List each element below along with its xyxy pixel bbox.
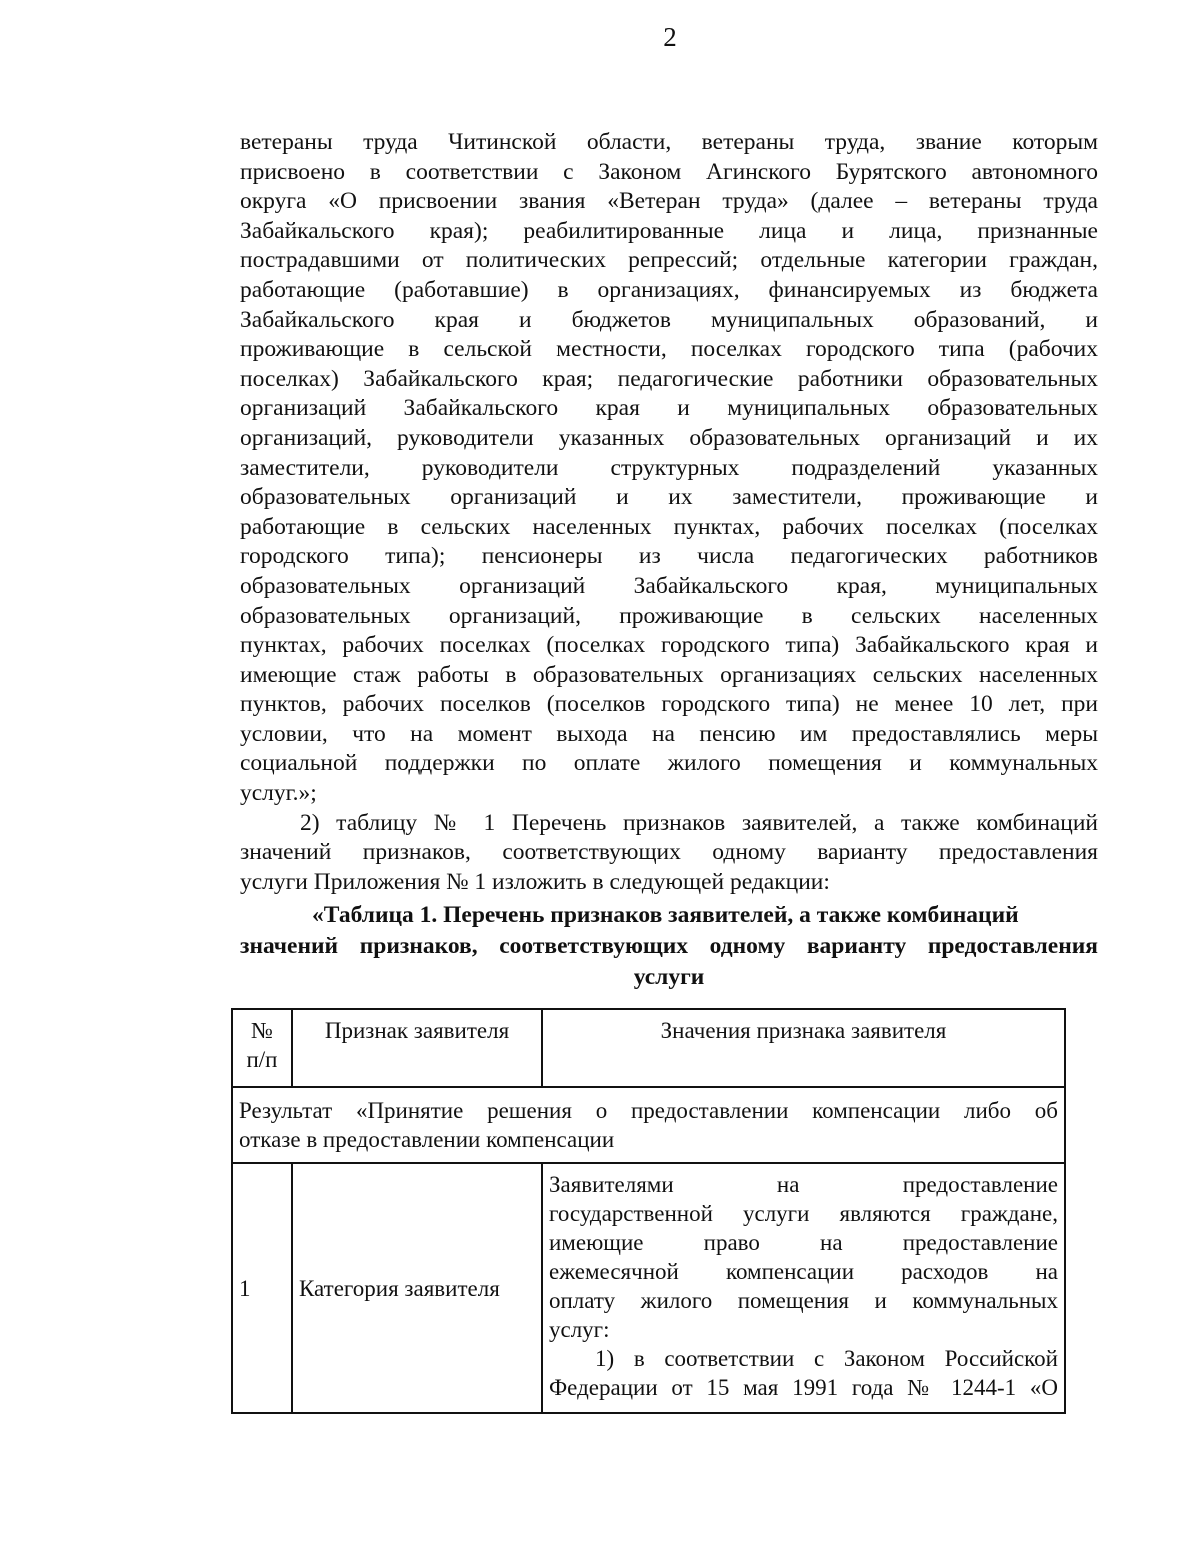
- result-line: отказе в предоставлении компенсации: [239, 1127, 615, 1152]
- value-line: услуг:: [549, 1317, 610, 1342]
- body-line: образовательных организаций, проживающие в сельских населенных: [240, 602, 1098, 629]
- table-title-line: «Таблица 1. Перечень признаков заявителей, а также комбинаций: [312, 902, 1019, 928]
- result-row: [232, 1087, 1065, 1163]
- body-line: имеющие стаж работы в образовательных организациях сельских населенных: [240, 661, 1098, 688]
- body-line: заместители, руководители структурных подразделений указанных: [240, 454, 1098, 481]
- table-title-line: значений признаков, соответствующих одному варианту предоставления: [240, 933, 1098, 959]
- body-line: условии, что на момент выхода на пенсию им предоставлялись меры: [240, 720, 1098, 747]
- table-row: [232, 1163, 1065, 1413]
- header-values: Значения признака заявителя: [542, 1009, 1065, 1087]
- body-line: ветераны труда Читинской области, ветераны труда, звание которым: [240, 129, 1098, 155]
- table-title: [240, 900, 1098, 993]
- body-line: работающие (работавшие) в организациях, финансируемых из бюджета: [240, 276, 1098, 303]
- body-line: социальной поддержки по оплате жилого помещения и коммунальных: [240, 750, 1098, 777]
- value-line: оплату жилого помещения и коммунальных: [549, 1288, 1058, 1313]
- value-line: ежемесячной компенсации расходов на: [549, 1259, 1058, 1284]
- body-line: пострадавшими от политических репрессий; отдельные категории граждан,: [240, 247, 1098, 274]
- body-line: услуги Приложения № 1 изложить в следующей редакции:: [240, 868, 830, 895]
- body-line: 2) таблицу № 1 Перечень признаков заявителей, а также комбинаций: [300, 809, 1098, 836]
- body-line: услуг.»;: [240, 780, 317, 807]
- body-line: образовательных организаций Забайкальского края, муниципальных: [240, 572, 1098, 599]
- value-line: 1) в соответствии с Законом Российской: [595, 1346, 1058, 1371]
- criteria-table: [231, 1008, 1066, 1414]
- body-line: значений признаков, соответствующих одному варианту предоставления: [240, 839, 1098, 866]
- row-feature: Категория заявителя: [292, 1163, 542, 1413]
- body-line: работающие в сельских населенных пунктах, рабочих поселках (поселках: [240, 513, 1098, 540]
- value-line: государственной услуги являются граждане,: [549, 1201, 1058, 1226]
- body-line: городского типа); пенсионеры из числа педагогических работников: [240, 543, 1098, 570]
- page-number: 2: [663, 22, 677, 52]
- body-line: проживающие в сельской местности, поселках городского типа (рабочих: [240, 336, 1098, 363]
- body-line: организаций Забайкальского края и муниципальных образовательных: [240, 395, 1098, 422]
- row-values: [542, 1163, 1065, 1413]
- result-line: Результат «Принятие решения о предоставлении компенсации либо об: [239, 1098, 1058, 1123]
- row-num: 1: [232, 1163, 292, 1413]
- body-line: образовательных организаций и их заместители, проживающие и: [240, 484, 1098, 511]
- body-line: Забайкальского края и бюджетов муниципальных образований, и: [240, 306, 1098, 333]
- value-line: Федерации от 15 мая 1991 года № 1244-1 «О: [549, 1375, 1058, 1400]
- body-line: поселках) Забайкальского края; педагогические работники образовательных: [240, 365, 1098, 392]
- body-text: [240, 128, 1098, 897]
- body-line: присвоено в соответствии с Законом Агинского Бурятского автономного: [240, 158, 1098, 185]
- body-line: организаций, руководители указанных образовательных организаций и их: [240, 424, 1098, 451]
- body-line: округа «О присвоении звания «Ветеран труда» (далее – ветераны труда: [240, 188, 1098, 215]
- body-line: Забайкальского края); реабилитированные лица и лица, признанные: [240, 217, 1098, 244]
- body-line: пунктах, рабочих поселках (поселках городского типа) Забайкальского края и: [240, 632, 1098, 659]
- table-header-row: [232, 1009, 1065, 1087]
- result-cell: [232, 1087, 1065, 1163]
- value-line: имеющие право на предоставление: [549, 1230, 1058, 1255]
- header-feature: Признак заявителя: [292, 1009, 542, 1087]
- value-line: Заявителями на предоставление: [549, 1172, 1058, 1197]
- header-num: № п/п: [232, 1009, 292, 1087]
- table-title-line: услуги: [633, 964, 705, 990]
- body-line: пунктов, рабочих поселков (поселков городского типа) не менее 10 лет, при: [240, 691, 1098, 718]
